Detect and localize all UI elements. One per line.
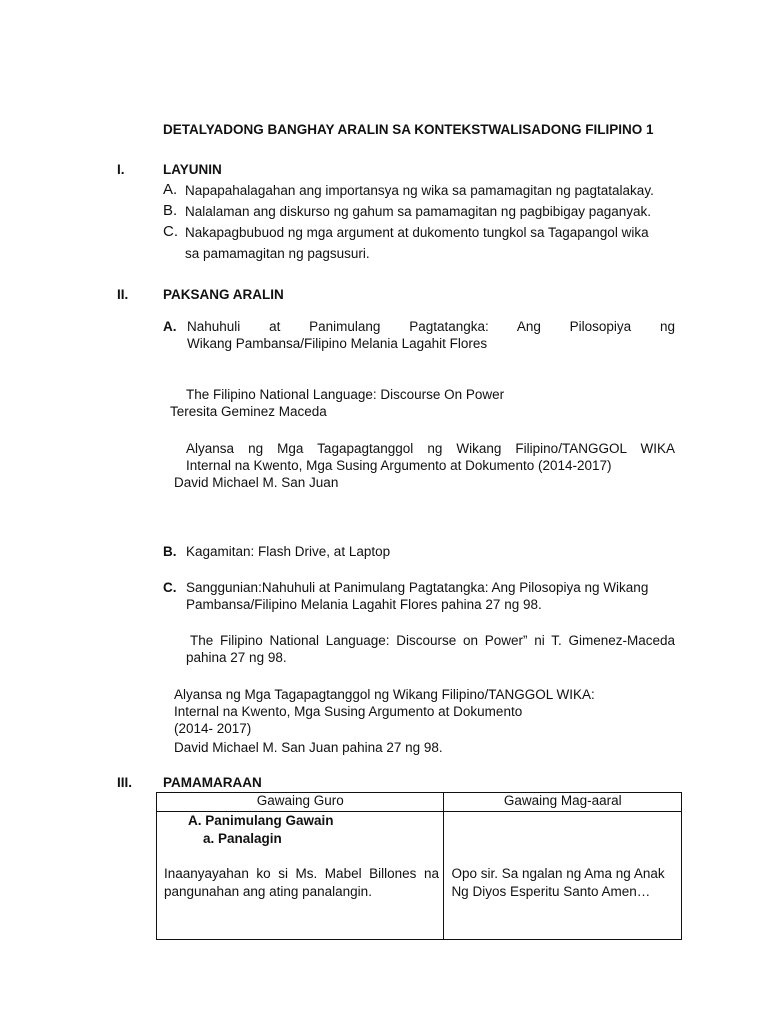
reference-line: Pambansa/Filipino Melania Lagahit Flores pahina 27 ng 98. (186, 597, 542, 612)
document-title: DETALYADONG BANGHAY ARALIN SA KONTEKSTWALISADONG FILIPINO 1 (163, 122, 654, 137)
reference-author: David Michael M. San Juan pahina 27 ng 98. (174, 740, 443, 755)
column-header-guro: Gawaing Guro (157, 793, 444, 812)
table-row (157, 812, 682, 940)
guro-cell (157, 812, 444, 940)
reference-line: (2014- 2017) (174, 721, 252, 736)
section-number: III. (117, 775, 133, 790)
reference-line: Sanggunian:Nahuhuli at Panimulang Pagtatangka: Ang Pilosopiya ng Wikang (186, 580, 649, 595)
section-title: LAYUNIN (163, 162, 222, 177)
item-letter: A. (163, 319, 177, 334)
guro-text: Inaanyayahan ko si Ms. Mabel Billones na (164, 866, 439, 881)
objective-letter: A. (163, 181, 178, 198)
reference-line: Wikang Pambansa/Filipino Melania Lagahit Flores (187, 336, 488, 351)
section-title: PAKSANG ARALIN (163, 287, 284, 302)
guro-text: pangunahan ang ating panalangin. (164, 884, 372, 899)
activity-subheading: a. Panalagin (203, 831, 282, 846)
reference-line: The Filipino National Language: Discourse On Power (186, 387, 505, 402)
activity-heading: A. Panimulang Gawain (188, 813, 334, 828)
reference-line: Nahuhuli at Panimulang Pagtatangka: Ang Pilosopiya ng (187, 319, 675, 334)
item-letter: C. (163, 580, 177, 595)
reference-line: Internal na Kwento, Mga Susing Argumento at Dokumento (2014-2017) (186, 458, 612, 473)
section-number: I. (117, 162, 125, 177)
objective-text: Napapahalagahan ang importansya ng wika sa pamamagitan ng pagtatalakay. (185, 183, 654, 198)
column-header-magaaral: Gawaing Mag-aaral (444, 793, 682, 812)
reference-line: Internal na Kwento, Mga Susing Argumento at Dokumento (174, 704, 523, 719)
section-number: II. (117, 287, 129, 302)
table-header-row (157, 793, 682, 812)
reference-line: Alyansa ng Mga Tagapagtanggol ng Wikang Filipino/TANGGOL WIKA: (174, 687, 595, 702)
objective-letter: B. (163, 202, 178, 219)
objective-letter: C. (163, 223, 178, 240)
materials-text: Kagamitan: Flash Drive, at Laptop (186, 544, 391, 559)
reference-author: David Michael M. San Juan (174, 475, 339, 490)
magaaral-text: Opo sir. Sa ngalan ng Ama ng Anak (451, 866, 665, 881)
reference-line: pahina 27 ng 98. (186, 650, 287, 665)
magaaral-text: Ng Diyos Esperitu Santo Amen… (451, 884, 651, 899)
reference-line: The Filipino National Language: Discourse on Power” ni T. Gimenez-Maceda (190, 633, 675, 648)
magaaral-cell (444, 812, 682, 940)
objective-text: Nakapagbubuod ng mga argument at dukomento tungkol sa Tagapangol wika (185, 225, 649, 240)
reference-author: Teresita Geminez Maceda (170, 404, 327, 419)
pamamaraan-table (156, 792, 682, 940)
section-title: PAMAMARAAN (163, 775, 262, 790)
reference-line: Alyansa ng Mga Tagapagtanggol ng Wikang Filipino/TANGGOL WIKA (186, 441, 675, 456)
item-letter: B. (163, 544, 177, 559)
objective-text-continued: sa pamamagitan ng pagsusuri. (185, 246, 370, 261)
objective-text: Nalalaman ang diskurso ng gahum sa pamamagitan ng pagbibigay paganyak. (185, 204, 652, 219)
